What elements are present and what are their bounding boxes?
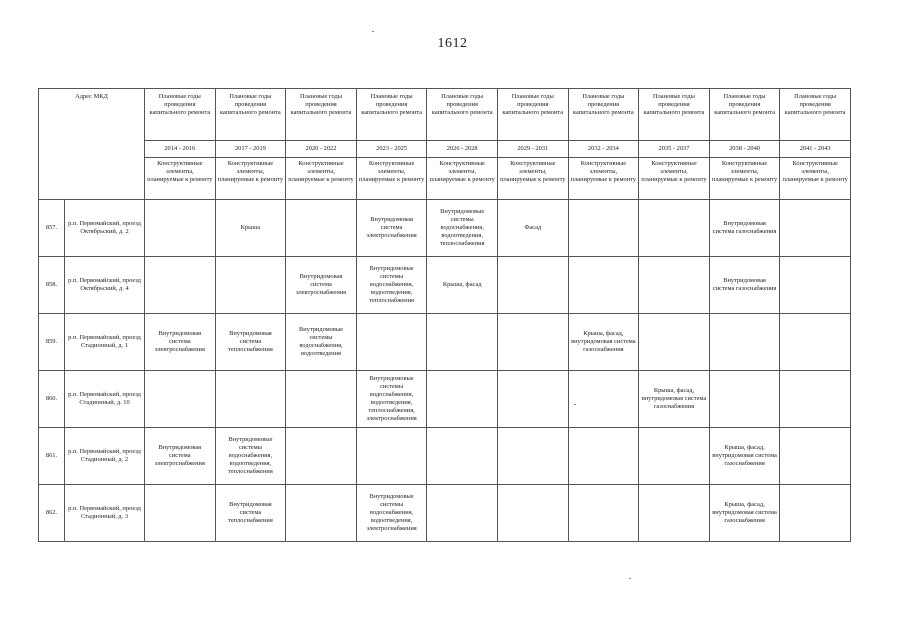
header-period-title: Плановые годы проведения капитального ремонта [568,89,639,141]
table-row [39,257,851,314]
repair-cell [145,371,216,428]
header-period-title: Плановые годы проведения капитального ремонта [215,89,286,141]
repair-cell [709,371,780,428]
header-elements-label: Конструктивные элементы, планируемые к ремонту [497,158,568,200]
header-period-range: 2020 - 2022 [286,141,357,158]
repair-cell [356,314,427,371]
repair-cell: Внутридомовая система газоснабжения [709,257,780,314]
repair-cell [780,257,851,314]
repair-cell: Внутридомовые системы водоснабжения, водоотведения, теплоснабжения [215,428,286,485]
repair-cell: Крыша, фасад, внутридомовая система газоснабжения [709,428,780,485]
header-elements-label: Конструктивные элементы, планируемые к ремонту [780,158,851,200]
repair-cell: Крыша, фасад [427,257,498,314]
header-period-range: 2023 - 2025 [356,141,427,158]
header-period-range: 2014 - 2016 [145,141,216,158]
repair-cell [286,200,357,257]
row-number: 859. [39,314,65,371]
header-period-range: 2038 - 2040 [709,141,780,158]
repair-cell: Крыша, фасад, внутридомовая система газоснабжения [709,485,780,542]
row-address: р.п. Первомайский, проезд Октябрьский, д. 2 [65,200,145,257]
repair-cell [497,371,568,428]
repair-cell [497,257,568,314]
row-address: р.п. Первомайский, проезд Октябрьский, д. 4 [65,257,145,314]
repair-cell [497,428,568,485]
repair-cell: Внутридомовая система электроснабжения [356,200,427,257]
header-elements-label: Конструктивные элементы, планируемые к ремонту [709,158,780,200]
table-row [39,371,851,428]
repair-cell [780,314,851,371]
repair-cell [427,428,498,485]
repair-cell [780,428,851,485]
repair-cell [497,314,568,371]
header-period-title: Плановые годы проведения капитального ремонта [356,89,427,141]
repair-cell [639,485,710,542]
header-row-periods [39,141,851,158]
repair-cell: Внутридомовая система электроснабжения [145,314,216,371]
header-period-title: Плановые годы проведения капитального ремонта [286,89,357,141]
row-number: 860. [39,371,65,428]
row-address: р.п. Первомайский, проезд Стадионный, д. 2 [65,428,145,485]
header-address: Адрес МКД [39,89,145,200]
header-period-range: 2026 - 2028 [427,141,498,158]
repair-cell [639,257,710,314]
repair-cell [427,371,498,428]
header-period-title: Плановые годы проведения капитального ремонта [497,89,568,141]
repair-cell [427,485,498,542]
table-row [39,428,851,485]
header-elements-label: Конструктивные элементы, планируемые к ремонту [427,158,498,200]
scan-speck [574,404,576,405]
repair-cell [568,428,639,485]
header-period-range: 2029 - 2031 [497,141,568,158]
repair-cell [780,371,851,428]
header-period-range: 2041 - 2043 [780,141,851,158]
repair-cell: Внутридомовая система теплоснабжения [215,485,286,542]
repair-cell [780,485,851,542]
header-period-range: 2035 - 2037 [639,141,710,158]
repair-cell: Внутридомовые системы водоснабжения, водоотведения, электроснабжения [356,485,427,542]
header-elements-label: Конструктивные элементы, планируемые к ремонту [356,158,427,200]
repair-cell [215,371,286,428]
header-row-period-title [39,89,851,141]
repair-cell [427,314,498,371]
header-elements-label: Конструктивные элементы, планируемые к ремонту [286,158,357,200]
repair-cell: Крыша, фасад, внутридомовая система газоснабжения [639,371,710,428]
header-period-range: 2032 - 2034 [568,141,639,158]
header-elements-label: Конструктивные элементы, планируемые к ремонту [215,158,286,200]
row-number: 857. [39,200,65,257]
repair-cell [286,428,357,485]
repair-cell: Крыша [215,200,286,257]
repair-cell [568,371,639,428]
repair-schedule-table [38,88,851,542]
header-period-title: Плановые годы проведения капитального ремонта [639,89,710,141]
scan-speck [372,31,374,32]
row-number: 862. [39,485,65,542]
repair-cell: Внутридомовая система теплоснабжения [215,314,286,371]
header-elements-label: Конструктивные элементы, планируемые к ремонту [639,158,710,200]
header-row-elements [39,158,851,200]
repair-cell [145,485,216,542]
repair-cell [780,200,851,257]
repair-cell [568,257,639,314]
repair-cell [709,314,780,371]
repair-cell: Крыша, фасад, внутридомовая система газоснабжения [568,314,639,371]
row-address: р.п. Первомайский, проезд Стадионный, д. 1 [65,314,145,371]
scan-speck [629,578,631,579]
table-row [39,485,851,542]
repair-cell [568,485,639,542]
repair-cell: Фасад [497,200,568,257]
repair-cell: Внутридомовая система электроснабжения [145,428,216,485]
header-elements-label: Конструктивные элементы, планируемые к ремонту [568,158,639,200]
header-elements-label: Конструктивные элементы, планируемые к ремонту [145,158,216,200]
repair-cell [286,371,357,428]
row-address: р.п. Первомайский, проезд Стадионный, д. 3 [65,485,145,542]
repair-cell: Внутридомовые системы водоснабжения, водоотведения [286,314,357,371]
row-address: р.п. Первомайский, проезд Стадионный, д. 10 [65,371,145,428]
repair-cell [145,200,216,257]
table-row [39,200,851,257]
table-body [39,89,851,542]
repair-cell [145,257,216,314]
row-number: 861. [39,428,65,485]
repair-cell [215,257,286,314]
repair-cell [568,200,639,257]
header-period-title: Плановые годы проведения капитального ремонта [709,89,780,141]
repair-cell: Внутридомовая система газоснабжения [709,200,780,257]
header-period-title: Плановые годы проведения капитального ремонта [427,89,498,141]
repair-cell [286,485,357,542]
header-period-title: Плановые годы проведения капитального ремонта [780,89,851,141]
repair-cell: Внутридомовая система электроснабжения [286,257,357,314]
repair-cell [639,314,710,371]
row-number: 858. [39,257,65,314]
table-row [39,314,851,371]
repair-cell [356,428,427,485]
repair-cell [639,200,710,257]
header-period-range: 2017 - 2019 [215,141,286,158]
header-period-title: Плановые годы проведения капитального ремонта [145,89,216,141]
page-number: 1612 [437,36,468,51]
repair-cell: Внутридомовые системы водоснабжения, водоотведения, теплоснабжения [356,257,427,314]
repair-cell [497,485,568,542]
repair-cell [639,428,710,485]
repair-cell: Внутридомовые системы водоснабжения, водоотведения, теплоснабжения [427,200,498,257]
repair-cell: Внутридомовые системы водоснабжения, водоотведения, теплоснабжения, электроснабжения [356,371,427,428]
